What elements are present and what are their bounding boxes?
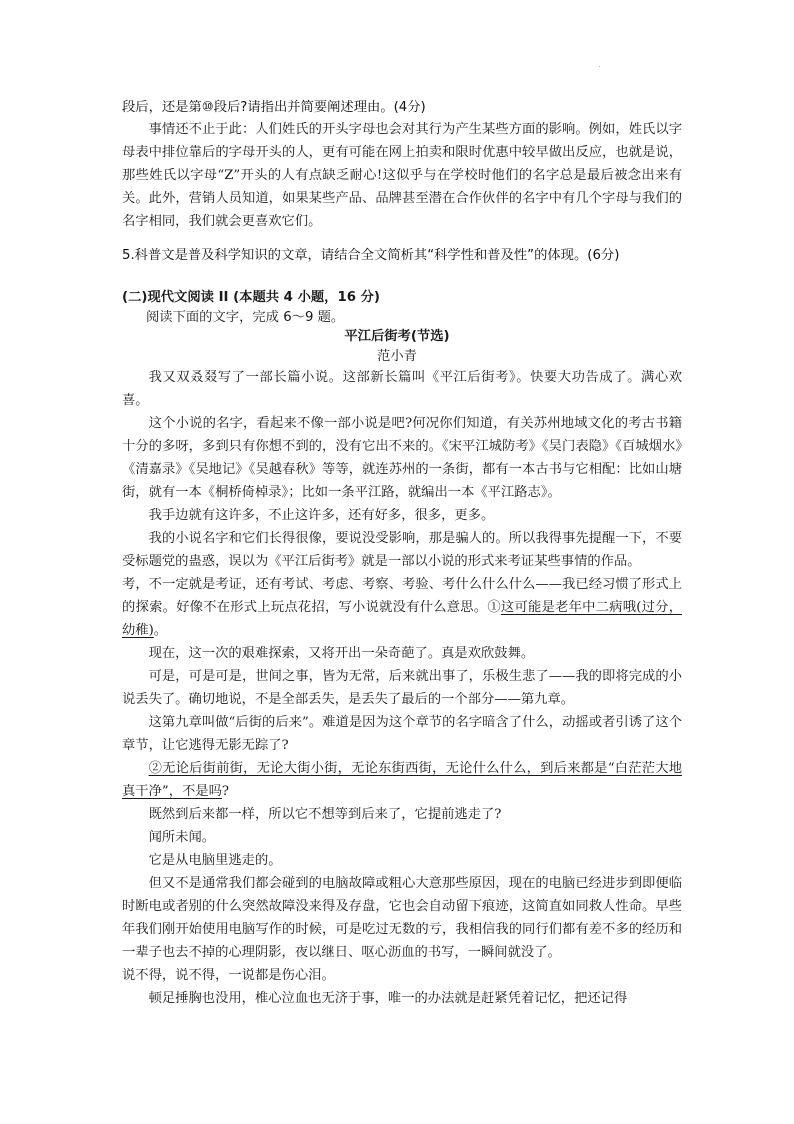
article-paragraph: 闻所未闻。 bbox=[148, 830, 216, 845]
article-paragraph: 但又不是通常我们都会碰到的电脑故障或粗心大意那些原因，现在的电脑已经进步到即便临时断电或者别的什么突然故障没来得及存盘，它也会自动留下痕迹，这简直如同救人性命。早些年我们刚开始使用电脑写作的时候，可是吃过无数的亏，我相信我的同行们都有差不多的经历和一辈子也去不掉的心理阴影，夜以继日、呕心沥血的书写，一瞬间就没了。 bbox=[122, 876, 682, 960]
article-body bbox=[122, 366, 682, 1010]
question-5: 5.科普文是普及科学知识的文章，请结合全文简析其“科学性和普及性”的体现。(6分) bbox=[122, 248, 620, 263]
article-paragraph: 它是从电脑里逃走的。 bbox=[148, 853, 282, 868]
underlined-sentence-1: 这可能是老年中二病哦(过分，幼稚) bbox=[122, 600, 683, 638]
passage-paragraph bbox=[122, 118, 682, 233]
article-paragraph bbox=[122, 757, 682, 803]
names-paragraph: 事情还不止于此：人们姓氏的开头字母也会对其行为产生某些方面的影响。例如，姓氏以字母表中排位靠后的字母开头的人，更有可能在网上拍卖和限时优惠中较早做出反应，也就是说，那些姓氏以字母“Z”开头的人有点缺乏耐心!这似乎与在学校时他们的名字总是最后被念出来有关。此外，营销人员知道，如果某些产品、品牌甚至潜在合作伙伴的名字中有几个字母与我们的名字相同，我们就会更喜欢它们。 bbox=[122, 122, 682, 229]
article-paragraph bbox=[122, 573, 682, 642]
article-paragraph: 我又双叒叕写了一部长篇小说。这部新长篇叫《平江后街考》。快要大功告成了。满心欢喜。 bbox=[122, 370, 682, 408]
article-title: 平江后街考(节选) bbox=[344, 329, 450, 344]
article-paragraph: 可是，可是可是，世间之事，皆为无常，后来就出事了，乐极生悲了——我的即将完成的小说丢失了。确切地说，不是全部丢失，是丢失了最后的一个部分——第九章。 bbox=[122, 669, 682, 707]
article-paragraph: 我的小说名字和它们长得很像，要说没受影响，那是骗人的。所以我得事先提醒一下，不要受标题党的蛊惑，误以为《平江后街考》就是一部以小说的形式来考证某些事情的作品。 bbox=[122, 531, 682, 569]
underlined-sentence-2: ②无论后街前街，无论大街小街，无论东街西街，无论什么什么，到后来都是“白茫茫大地真干净”，不是吗 bbox=[122, 761, 682, 799]
article-paragraph: 说不得，说不得，一说都是伤心泪。 bbox=[122, 968, 335, 983]
section-heading: (二)现代文阅读 II (本题共 4 小题，16 分) bbox=[122, 290, 380, 305]
paragraph-end: 。 bbox=[153, 623, 168, 638]
corner-mark: · bbox=[598, 62, 601, 71]
reading-instruction: 阅读下面的文字，完成 6～9 题。 bbox=[146, 310, 345, 325]
article-paragraph: 这第九章叫做“后街的后来”。难道是因为这个章节的名字暗含了什么，动摇或者引诱了这个章节，让它逃得无影无踪了? bbox=[122, 715, 682, 753]
article-paragraph: 顿足捶胸也没用，椎心泣血也无济于事，唯一的办法就是赶紧凭着记忆，把还记得 bbox=[148, 991, 628, 1006]
article-paragraph: 现在，这一次的艰难探索，又将开出一朵奇葩了。真是欢欣鼓舞。 bbox=[148, 646, 535, 661]
article-author: 范小青 bbox=[377, 349, 417, 364]
article-paragraph: 这个小说的名字，看起来不像一部小说是吧?何况你们知道，有关苏州地域文化的考古书籍十分的多呀，多到只有你想不到的，没有它出不来的。《宋平江城防考》《吴门表隐》《百城烟水》《清嘉录》《吴地记》《吴越春秋》等等，就连苏州的一条街，都有一本古书与它相配：比如山塘街，就有一本《桐桥倚棹录》；比如一条平江路，就编出一本《平江路志》。 bbox=[122, 416, 682, 500]
paragraph-text: 考，不一定就是考证，还有考试、考虑、考察、考验、考什么什么什么——我已经习惯了形式上的探索。好像不在形式上玩点花招，写小说就没有什么意思。① bbox=[122, 577, 682, 615]
article-paragraph: 我手边就有这许多，不止这许多，还有好多，很多，更多。 bbox=[148, 508, 495, 523]
question-4-tail: 段后，还是第⑩段后?请指出并简要阐述理由。(4分) bbox=[122, 100, 426, 115]
paragraph-end: ? bbox=[221, 784, 230, 799]
article-paragraph: 既然到后来都一样，所以它不想等到后来了，它提前逃走了? bbox=[148, 807, 502, 822]
